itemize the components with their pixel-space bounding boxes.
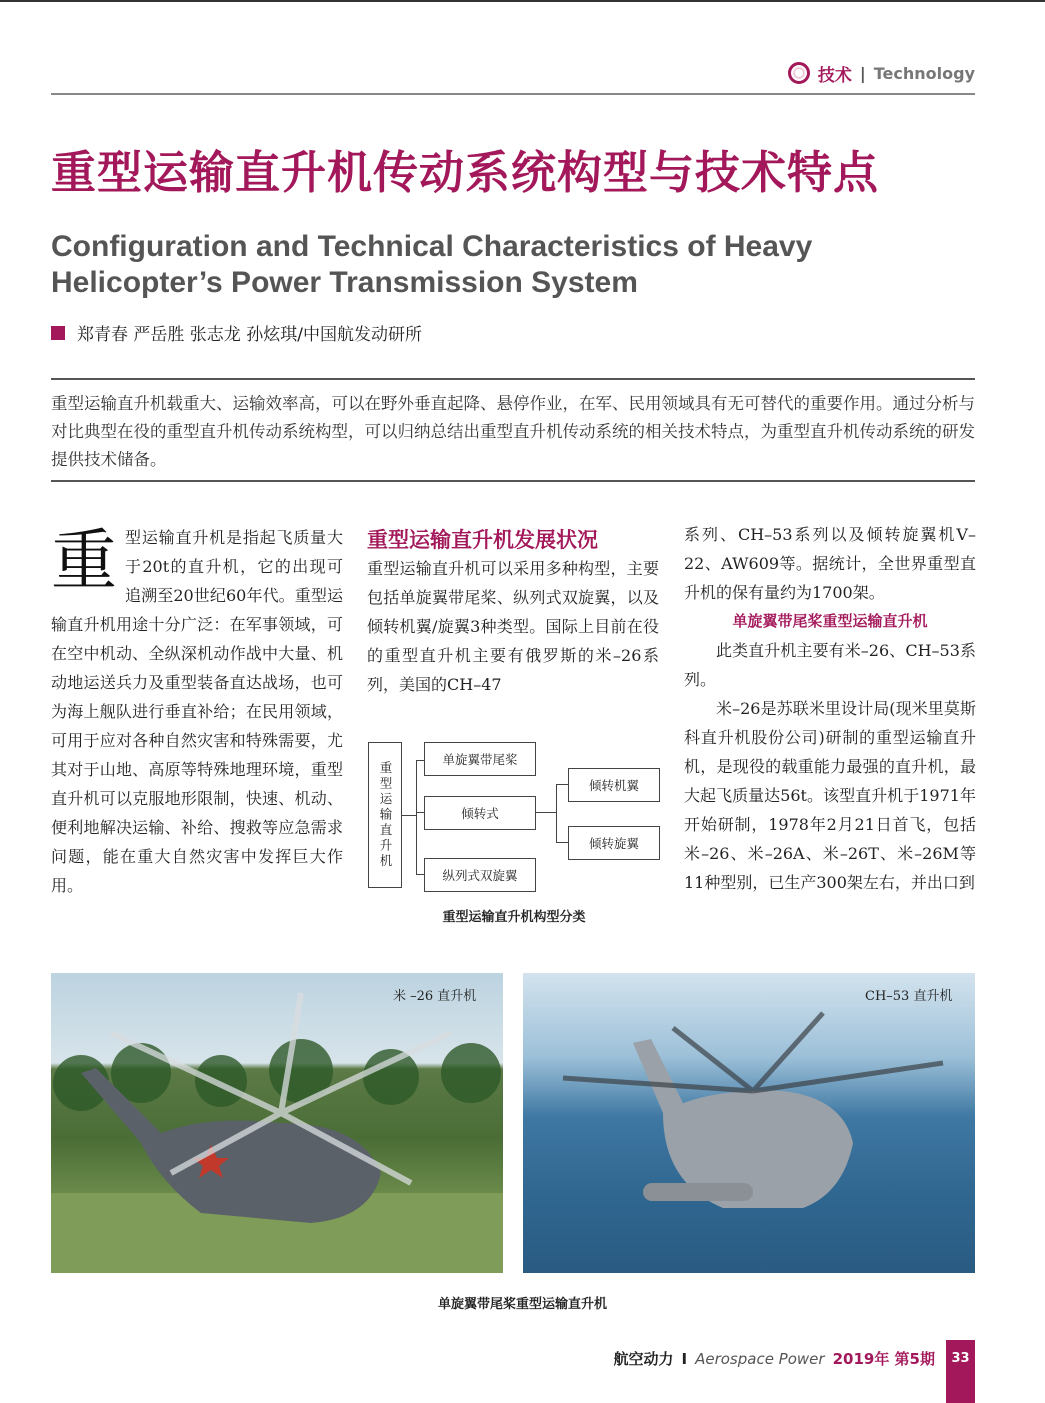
diagram-root: 重型运输直升机 xyxy=(368,742,402,888)
column-1 xyxy=(51,523,343,900)
abstract-rule-top xyxy=(51,378,975,380)
drop-cap: 重 xyxy=(51,522,117,599)
connector xyxy=(416,760,417,874)
author-line xyxy=(51,320,422,345)
subsection-heading: 单旋翼带尾桨重型运输直升机 xyxy=(732,612,928,630)
section-tag xyxy=(788,60,975,86)
emblem-icon xyxy=(788,62,810,84)
development-text: 重型运输直升机可以采用多种构型，主要包括单旋翼带尾桨、纵列式双旋翼，以及倾转机翼/旋翼3种类型。国际上目前在役的重型直升机主要有俄罗斯的米–26系列，美国的CH–47 xyxy=(367,559,659,694)
ch53-photo xyxy=(523,973,975,1273)
authors: 郑青春 严岳胜 张志龙 孙炫琪/中国航发动研所 xyxy=(77,325,422,345)
header-rule xyxy=(51,93,975,95)
column-2 xyxy=(367,554,659,699)
section-label-en: Technology xyxy=(873,63,975,83)
diagram-branch-tilt: 倾转式 xyxy=(424,796,536,830)
diagram-sub-tilt-rotor: 倾转旋翼 xyxy=(568,826,660,860)
article-title-cn: 重型运输直升机传动系统构型与技术特点 xyxy=(51,146,880,199)
abstract: 重型运输直升机载重大、运输效率高，可以在野外垂直起降、悬停作业，在军、民用领域具有无可替代的重要作用。通过分析与对比典型在役的重型直升机传动系统构型，可以归纳总结出重型直升机传动系统的相关技术特点，为重型直升机传动系统的研发提供技术储备。 xyxy=(51,394,975,469)
mi26-helicopter-illustration xyxy=(51,973,503,1273)
section-label-cn: 技术 xyxy=(817,65,852,86)
configuration-diagram xyxy=(368,738,660,890)
paragraph: 此类直升机主要有米–26、CH–53系列。 xyxy=(684,641,976,689)
connector xyxy=(416,760,424,761)
diagram-caption: 重型运输直升机构型分类 xyxy=(442,910,586,925)
footer-separator: I xyxy=(681,1349,688,1368)
connector xyxy=(416,812,424,813)
connector xyxy=(416,874,424,875)
diagram-sub-tilt-wing: 倾转机翼 xyxy=(568,768,660,802)
ch53-helicopter-illustration xyxy=(523,973,975,1273)
journal-name-cn: 航空动力 xyxy=(613,1350,674,1368)
connector xyxy=(536,812,556,813)
figure-caption: 单旋翼带尾桨重型运输直升机 xyxy=(437,1297,607,1312)
column-3 xyxy=(684,520,976,897)
photo-caption-ch53: CH–53 直升机 xyxy=(865,989,953,1004)
section-separator: | xyxy=(859,63,866,83)
connector xyxy=(556,784,557,842)
issue-number: 2019年 第5期 xyxy=(832,1350,935,1368)
page-footer xyxy=(613,1348,935,1369)
section-heading: 重型运输直升机发展状况 xyxy=(367,528,598,552)
diagram-branch-tandem: 纵列式双旋翼 xyxy=(424,858,536,892)
top-border xyxy=(0,0,1045,2)
diagram-branch-single-rotor: 单旋翼带尾桨 xyxy=(424,742,536,776)
paragraph: 米–26是苏联米里设计局(现米里莫斯科直升机股份公司)研制的重型运输直升机，是现役的载重能力最强的直升机，最大起飞质量达56t。该型直升机于1971年开始研制，1978年2月21日首飞，包括米–26、米–26A、米–26T、米–26M等11种型别，已生产300架左右，并出口到 xyxy=(684,699,976,892)
article-title-en: Configuration and Technical Characteristics of Heavy Helicopter’s Power Transmission System xyxy=(51,230,813,299)
paragraph: 系列、CH–53系列以及倾转旋翼机V–22、AW609等。据统计，全世界重型直升机的保有量约为1700架。 xyxy=(684,525,976,602)
abstract-rule-bottom xyxy=(51,480,975,482)
intro-text: 型运输直升机是指起飞质量大于20t的直升机，它的出现可追溯至20世纪60年代。重型运输直升机用途十分广泛：在军事领域，可在空中机动、全纵深机动作战中大量、机动地运送兵力及重型装备直达战场，也可为海上舰队进行垂直补给；在民用领域，可用于应对各种自然灾害和特殊需要，尤其对于山地、高原等特殊地理环境，重型直升机可以克服地形限制，快速、机动、便利地解决运输、补给、搜救等应急需求问题，能在重大自然灾害中发挥巨大作用。 xyxy=(51,528,343,895)
bullet-square-icon xyxy=(51,326,65,340)
connector xyxy=(556,842,568,843)
connector xyxy=(402,815,416,816)
connector xyxy=(556,784,568,785)
photo-caption-mi26: 米 –26 直升机 xyxy=(393,989,477,1004)
page-number: 33 xyxy=(946,1340,975,1403)
mi26-photo xyxy=(51,973,503,1273)
journal-name-en: Aerospace Power xyxy=(695,1349,825,1368)
